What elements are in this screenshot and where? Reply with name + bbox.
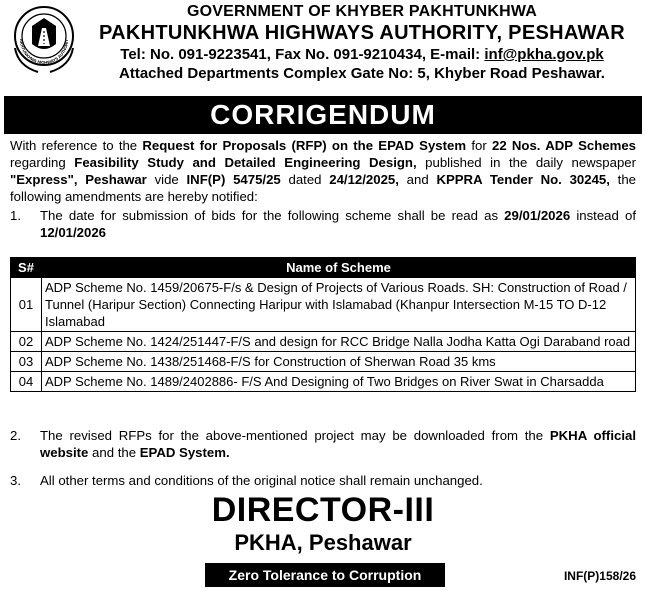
- item3-text: All other terms and conditions of the original notice shall remain unchanged.: [40, 473, 483, 488]
- item1-text-1: The date for submission of bids for the following scheme shall be read as: [40, 208, 505, 223]
- table-header-row: [11, 258, 636, 278]
- intro-text-1: With reference to the: [10, 138, 143, 153]
- item2-text-1: The revised RFPs for the above-mentioned project may be downloaded from the: [40, 428, 550, 443]
- intro-text-3: regarding: [10, 155, 75, 170]
- sn-header: S#: [11, 258, 42, 278]
- intro-text-6: dated: [280, 172, 330, 187]
- intro-paragraph: [10, 137, 636, 205]
- row-sn: 03: [11, 352, 42, 372]
- signatory-title: DIRECTOR-III: [211, 491, 435, 529]
- item-number: 2.: [10, 428, 21, 443]
- address-line: Attached Departments Complex Gate No: 5, Khyber Road Peshawar.: [119, 65, 605, 82]
- table-row: [11, 372, 636, 392]
- authority-name: PAKHTUNKHWA HIGHWAYS AUTHORITY, PESHAWAR: [98, 22, 626, 44]
- row-scheme: ADP Scheme No. 1489/2402886- F/S And Designing of Two Bridges on River Swat in Charsadda: [42, 372, 636, 392]
- table-row: [11, 352, 636, 372]
- intro-bold-5: INF(P) 5475/25: [186, 172, 281, 187]
- row-scheme: ADP Scheme No. 1438/251468-F/S for Construction of Sherwan Road 35 kms: [42, 352, 636, 372]
- intro-bold-1: Request for Proposals (RFP) on the EPAD System: [142, 138, 467, 153]
- inf-reference: INF(P)158/26: [563, 569, 636, 583]
- table-row: [11, 332, 636, 352]
- item2-website: PKHA official website: [40, 428, 636, 460]
- intro-bold-6: 24/12/2025,: [329, 172, 399, 187]
- intro-bold-7: KPPRA Tender No. 30245,: [436, 172, 610, 187]
- row-sn: 04: [11, 372, 42, 392]
- intro-text-2: for: [466, 138, 492, 153]
- item1-new-date: 29/01/2026: [504, 208, 571, 223]
- intro-bold-3: Feasibility Study and Detailed Engineering Design,: [74, 155, 417, 170]
- row-sn: 02: [11, 332, 42, 352]
- email-link[interactable]: inf@pkha.gov.pk: [484, 46, 604, 63]
- intro-bold-4: "Express", Peshawar: [10, 172, 147, 187]
- scheme-header: Name of Scheme: [42, 258, 636, 278]
- notice-body: [10, 137, 636, 241]
- amendment-item-1: [10, 207, 636, 241]
- intro-text-4: published in the daily newspaper: [416, 155, 636, 170]
- item-number: 1.: [10, 208, 21, 223]
- pkha-logo-icon: [12, 4, 76, 76]
- item2-wrapper: [10, 427, 636, 461]
- row-sn: 01: [11, 278, 42, 332]
- logo-ring-text: AKHTUNKHWA HIGHWAYS AUTHORIT: [18, 38, 70, 66]
- item-number: 3.: [10, 473, 21, 488]
- item1-old-date: 12/01/2026: [40, 225, 107, 240]
- government-line: GOVERNMENT OF KHYBER PAKHTUNKHWA: [186, 3, 538, 20]
- item2-text-2: and the: [88, 445, 140, 460]
- signatory-org: PKHA, Peshawar: [234, 530, 412, 555]
- intro-bold-2: 22 Nos. ADP Schemes: [491, 138, 636, 153]
- amendment-item-2: [10, 425, 636, 461]
- table-row: [11, 278, 636, 332]
- row-scheme: ADP Scheme No. 1424/251447-F/S and design for RCC Bridge Nalla Jodha Katta Ogi Daraband road: [42, 332, 636, 352]
- amendment-item-3: [10, 470, 636, 489]
- corrigendum-title: CORRIGENDUM: [4, 96, 642, 134]
- notice-header: [0, 0, 646, 96]
- item1-text-2: instead of: [570, 208, 636, 223]
- schemes-table: [10, 257, 636, 392]
- row-scheme: ADP Scheme No. 1459/20675-F/s & Design of Projects of Various Roads. SH: Construction of Road / Tunnel (Haripur Section) Connecting Haripur with Islamabad (Khanpur Intersection M-15 TO D-12 Islamabad: [42, 278, 636, 332]
- intro-text-5: vide: [146, 172, 187, 187]
- slogan-banner: Zero Tolerance to Corruption: [205, 563, 445, 587]
- contact-prefix: Tel: No. 091-9223541, Fax No. 091-9210434, E-mail:: [120, 46, 485, 63]
- contact-line: [84, 45, 640, 64]
- intro-text-7: and: [398, 172, 437, 187]
- item2-epad: EPAD System.: [139, 445, 230, 460]
- item3-wrapper: [10, 472, 636, 489]
- intro-text-8: the following amendments are hereby notified:: [10, 172, 637, 204]
